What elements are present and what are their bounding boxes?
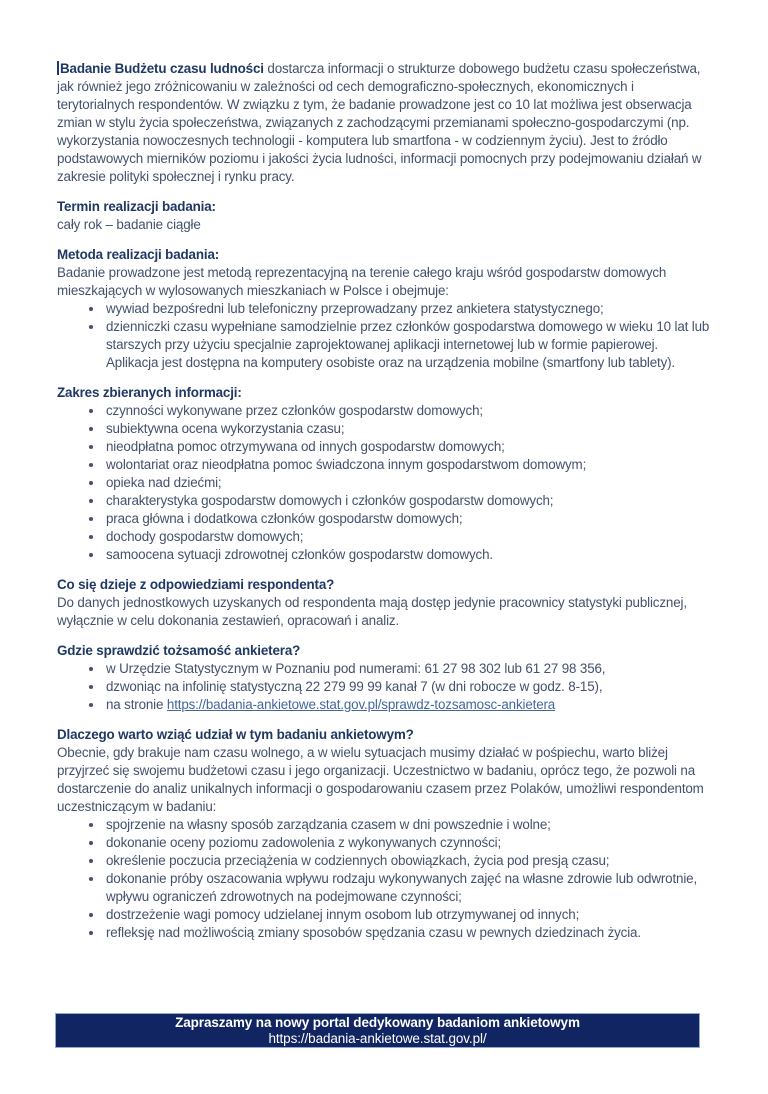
- list-item: • wywiad bezpośredni lub telefoniczny przeprowadzany przez ankietera statystycznego;: [104, 300, 712, 318]
- list-item: • spojrzenie na własny sposób zarządzania czasem w dni powszednie i wolne;: [104, 816, 712, 834]
- intro-paragraph: [57, 60, 712, 186]
- section-zakres-informacji: [57, 384, 712, 564]
- section-metoda-realizacji: [57, 246, 712, 372]
- section-dlaczego-warto: [57, 726, 712, 942]
- section-heading: Gdzie sprawdzić tożsamość ankietera?: [57, 643, 301, 658]
- section-heading: Dlaczego warto wziąć udział w tym badaniu ankietowym?: [57, 727, 414, 742]
- section-termin-realizacji: [57, 198, 712, 234]
- list-item: • czynności wykonywane przez członków gospodarstw domowych;: [104, 402, 712, 420]
- list-item: • określenie poczucia przeciążenia w codziennych obowiązkach, życia pod presją czasu;: [104, 852, 712, 870]
- ankieter-verification-link[interactable]: https://badania-ankietowe.stat.gov.pl/sprawdz-tozsamosc-ankietera: [166, 697, 556, 712]
- list-item: • dzwoniąc na infolinię statystyczną 22 279 99 99 kanał 7 (w dni robocze w godz. 8-15),: [104, 678, 712, 696]
- text-cursor-icon: [57, 61, 59, 75]
- list-item: • w Urzędzie Statystycznym w Poznaniu pod numerami: 61 27 98 302 lub 61 27 98 356,: [104, 660, 712, 678]
- list-item: • praca główna i dodatkowa członków gospodarstw domowych;: [104, 510, 712, 528]
- bullet-list: [57, 300, 712, 372]
- list-item: • dokonanie oceny poziomu zadowolenia z wykonywanych czynności;: [104, 834, 712, 852]
- bullet-list: [57, 816, 712, 942]
- footer-banner: [55, 1013, 700, 1048]
- intro-text: dostarcza informacji o strukturze dobowego budżetu czasu społeczeństwa, jak również jego zróżnicowaniu w zależności od cech demograficzno-społecznych, ekonomicznych i terytorialnych respondentów. W związku z tym, że badanie prowadzone jest co 10 lat możliwa jest obserwacja zmian w stylu życia społeczeństwa, związanych z zachodzącymi przemianami społeczno-gospodarczymi (np. wykorzystania nowoczesnych technologii - komputera lub smartfona - w codziennym życiu). Jest to źródło podstawowych mierników poziomu i jakości życia ludności, informacji pomocnych przy podejmowaniu działań w zakresie polityki społecznej i rynku pracy.: [57, 61, 702, 184]
- footer-invitation-text: Zapraszamy na nowy portal dedykowany badaniom ankietowym: [175, 1015, 580, 1030]
- intro-lead: Badanie Budżetu czasu ludności: [60, 61, 264, 76]
- section-tozsamosc-ankietera: [57, 642, 712, 714]
- section-body: cały rok – badanie ciągłe: [57, 217, 201, 232]
- list-item: • samoocena sytuacji zdrowotnej członków gospodarstw domowych.: [104, 546, 712, 564]
- list-item: • refleksję nad możliwością zmiany sposobów spędzania czasu w pewnych dziedzinach życia.: [104, 924, 712, 942]
- section-heading: Termin realizacji badania:: [57, 199, 216, 214]
- section-body: Obecnie, gdy brakuje nam czasu wolnego, a w wielu sytuacjach musimy działać w pośpiechu, warto bliżej przyjrzeć się swojemu budżetowi czasu i jego organizacji. Uczestnictwo w badaniu, oprócz tego, że pozwoli na dostarczenie do analiz unikalnych informacji o gospodarowaniu czasem przez Polaków, umożliwi respondentom uczestniczącym w badaniu:: [57, 745, 704, 814]
- document-content: [57, 60, 712, 942]
- list-item: • dzienniczki czasu wypełniane samodzielnie przez członków gospodarstwa domowego w wieku 10 lat lub starszych przy użyciu specjalnie zaprojektowanej aplikacji internetowej lub w formie papierowej. Aplikacja jest dostępna na komputery osobiste oraz na urządzenia mobilne (smartfony lub tablety).: [104, 318, 712, 372]
- list-item: • opieka nad dziećmi;: [104, 474, 712, 492]
- list-item: • subiektywna ocena wykorzystania czasu;: [104, 420, 712, 438]
- section-odpowiedzi-respondenta: [57, 576, 712, 630]
- list-item: • dochody gospodarstw domowych;: [104, 528, 712, 546]
- list-item: • nieodpłatna pomoc otrzymywana od innych gospodarstw domowych;: [104, 438, 712, 456]
- list-item: • wolontariat oraz nieodpłatna pomoc świadczona innym gospodarstwom domowym;: [104, 456, 712, 474]
- list-item: [104, 696, 712, 714]
- list-item: • charakterystyka gospodarstw domowych i członków gospodarstw domowych;: [104, 492, 712, 510]
- bullet-list: [57, 660, 712, 714]
- section-body: Badanie prowadzone jest metodą reprezentacyjną na terenie całego kraju wśród gospodarstw domowych mieszkających w wylosowanych mieszkaniach w Polsce i obejmuje:: [57, 265, 667, 298]
- list-item: • dostrzeżenie wagi pomocy udzielanej innym osobom lub otrzymywanej od innych;: [104, 906, 712, 924]
- footer-portal-url: https://badania-ankietowe.stat.gov.pl/: [268, 1031, 487, 1046]
- section-heading: Zakres zbieranych informacji:: [57, 385, 242, 400]
- list-item: • dokonanie próby oszacowania wpływu rodzaju wykonywanych zajęć na własne zdrowie lub odwrotnie, wpływu ograniczeń zdrowotnych na podejmowane czynności;: [104, 870, 712, 906]
- link-prefix: na stronie: [106, 697, 167, 712]
- section-heading: Metoda realizacji badania:: [57, 247, 220, 262]
- section-heading: Co się dzieje z odpowiedziami respondenta?: [57, 577, 335, 592]
- section-body: Do danych jednostkowych uzyskanych od respondenta mają dostęp jedynie pracownicy statystyki publicznej, wyłącznie w celu dokonania zestawień, opracowań i analiz.: [57, 595, 687, 628]
- bullet-list: [57, 402, 712, 564]
